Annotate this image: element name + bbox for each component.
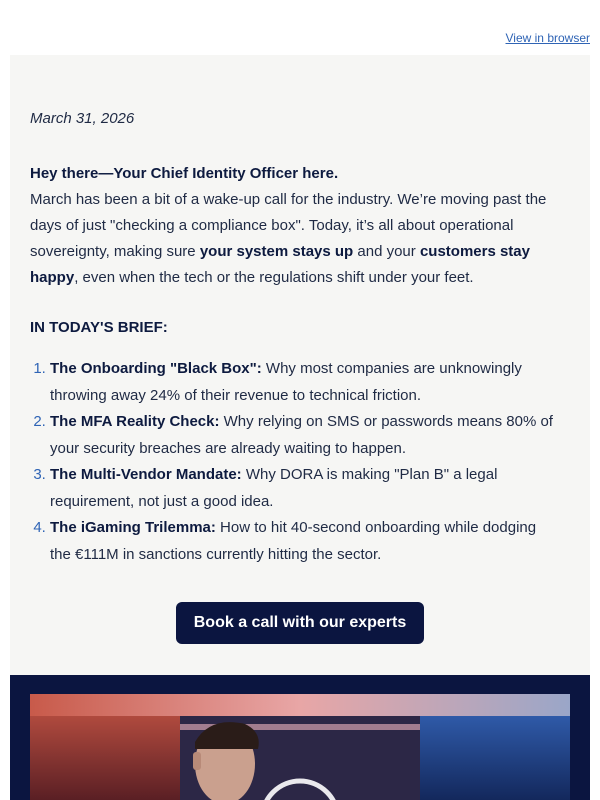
brief-item [50, 409, 560, 462]
brief-item [50, 515, 560, 568]
newsletter-card [10, 55, 590, 675]
brief-list [30, 356, 560, 568]
hero-photo-illustration [30, 694, 570, 800]
top-bar [0, 0, 600, 55]
hero-section [10, 675, 590, 800]
brief-item [50, 462, 560, 515]
brief-heading: IN TODAY'S BRIEF: [30, 319, 168, 336]
brief-item-text: Why DORA is making "Plan B" a legal requirement, not just a good idea. [50, 466, 498, 510]
brief-item [50, 356, 560, 409]
intro-text-3: , even when the tech or the regulations shift under your feet. [74, 269, 474, 286]
intro-text-2: and your [353, 243, 420, 260]
brief-item-title: The Multi-Vendor Mandate: [50, 466, 242, 483]
issue-date: March 31, 2026 [30, 110, 135, 127]
intro-bold-2: customers stay happy [30, 243, 530, 286]
intro-bold-1: your system stays up [199, 243, 354, 260]
brief-item-text: How to hit 40-second onboarding while dodging the €111M in sanctions currently hitting the sector. [50, 519, 537, 563]
brief-item-title: The iGaming Trilemma: [50, 519, 216, 536]
brief-item-text: Why most companies are unknowingly throwing away 24% of their revenue to technical friction. [50, 360, 522, 404]
hero-image[interactable] [30, 694, 570, 800]
brief-item-text: Why relying on SMS or passwords means 80% of your security breaches are already waiting to happen. [50, 413, 553, 457]
book-call-button[interactable]: Book a call with our experts [176, 602, 424, 644]
intro-text-1: March has been a bit of a wake-up call for the industry. We’re moving past the days of just "checking a compliance box". Today, it’s all about operational sovereignty, making sure [30, 191, 547, 260]
intro-paragraph [30, 161, 560, 291]
greeting: Hey there—Your Chief Identity Officer here. [30, 165, 339, 182]
brief-item-title: The Onboarding "Black Box": [50, 360, 262, 377]
brief-item-title: The MFA Reality Check: [50, 413, 220, 430]
view-in-browser-link[interactable]: View in browser [505, 31, 590, 45]
